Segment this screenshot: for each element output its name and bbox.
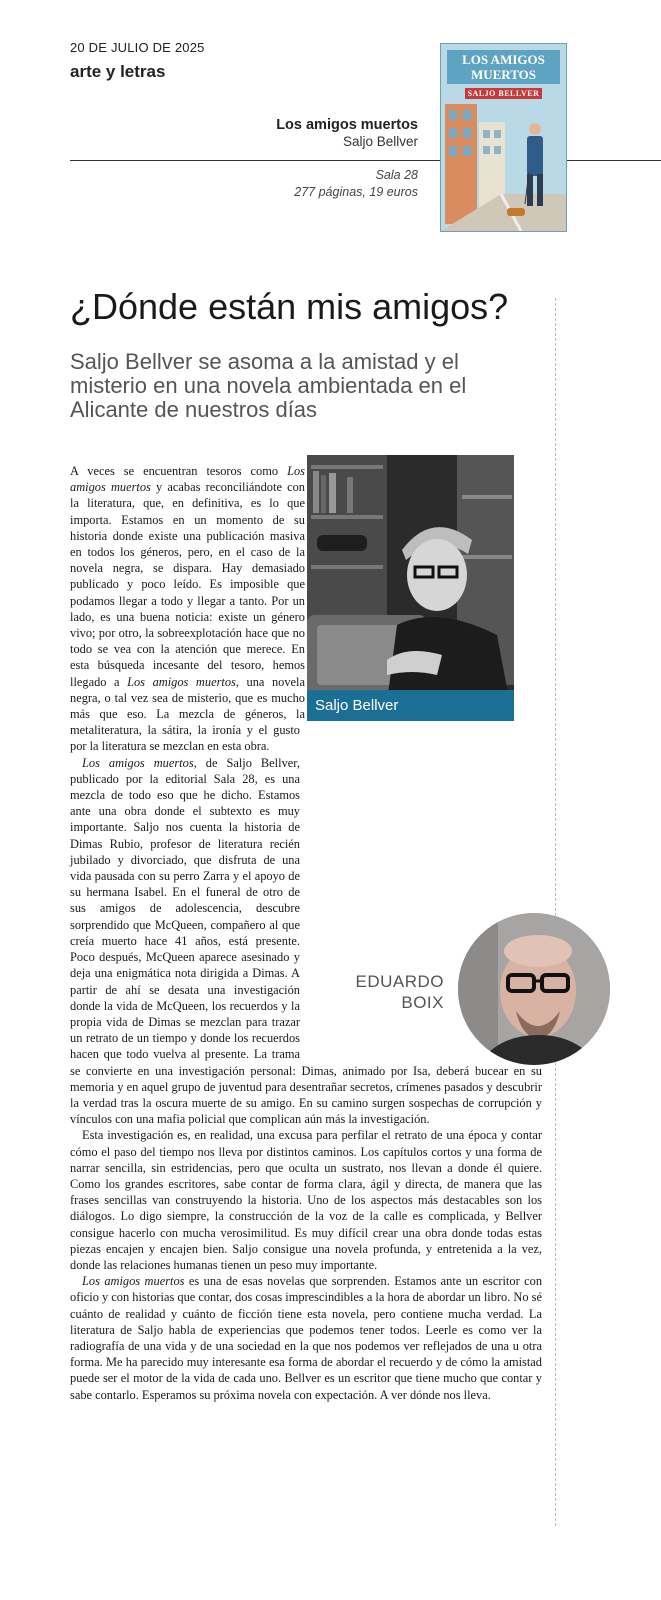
p1-title-ref-2: Los amigos muertos	[127, 674, 236, 689]
publication-date: 20 DE JULIO DE 2025	[70, 40, 205, 55]
paragraph-3: Esta investigación es, en realidad, una excusa para perfilar el retrato de una época y contar cómo el paso del tiempo nos lleva por distintos caminos. Los capítulos cortos y una forma de narrar sencilla, sin estridencias, pero que oculta un sustrato, nos llevan a donde él quiere. Como los grandes escritores, sabe contar de forma clara, ágil y directa, de manera que las frases sencillas van construyendo la historia. Uno de los aspectos más destacables son los diálogos. Lo digo siempre, la construcción de la voz de la calle es complicada, y Bellver consigue hacerlo con mucha verosimilitud. Es muy difícil crear una obra donde todas estas piezas encajen y encajen bien. Saljo consigue una novela profunda, y entretenida a la vez, donde las relaciones humanas tienen un peso muy importante.	[70, 1128, 542, 1272]
book-author: Saljo Bellver	[342, 134, 418, 149]
p4-title-ref: Los amigos muertos	[82, 1274, 185, 1289]
article-body	[70, 463, 542, 1403]
p1-text-a: A veces se encuentran tesoros como	[70, 464, 288, 478]
book-publisher: Sala 28	[375, 168, 418, 182]
book-cover-image	[440, 43, 567, 232]
p2-text: , de Saljo Bellver, publicado por la editorial Sala 28, es una mezcla de todo eso que he dicho. Estamos ante una obra donde el subtexto es muy importante. Saljo nos cuenta la historia de Dimas Rubio, profesor de literatura recién jubilado y divorciado, que disfruta de una vida pausada con su perro Zarra y el apoyo de su hermana Isabel. En el funeral de otro de sus amigos de adolescencia, descubre sorprendido que McQueen, compañero al que creía muerto hace 41 años, está presente. Poco después, McQueen aparece asesinado y deja una enigmática nota dirigida a Dimas. A partir de ahí se desata una investigación donde la vida de McQueen, los recuerdos y la propia vida de Dimas se mezclan para trazar un retrato de un tiempo y donde los recuerdos hacen que todo vuelva al presente. La trama se convierte en una investigación personal: Dimas, animado por Isa, deberá bucear en su memoria y en aquel grupo de juventud para desentrañar secretos, crímenes pasados y descubrir la verdad tras la oscura muerte de su amigo. En su camino surgen sospechas de corrupción y vínculos con una mafia policial que complican aún más la investigación.	[70, 755, 542, 1127]
p2-title-ref: Los amigos muertos	[82, 755, 194, 770]
photo-spacer	[305, 463, 542, 725]
header-divider	[70, 160, 661, 161]
p4-text: es una de esas novelas que sorprenden. Estamos ante un escritor con oficio y con historias que contar, dos cosas imprescindibles a la hora de abordar un libro. No sé cuánto de realidad y cuánto de ficción tiene esta novela, pero contiene mucha verdad. La literatura de Saljo habla de experiencias que podemos tener todos. Leerle es como ver la radiografía de una vida y de una sociedad en la que nos podemos ver reflejados de una u otra forma. Me ha parecido muy interesante esa forma de abordar el recuerdo y de cómo la amistad puede ser el motor de la vida de cada uno. Bellver es un escritor que tiene mucho que contar y sabe contarlo. Esperamos su próxima novela con expectación. A ver dónde nos lleva.	[70, 1274, 543, 1402]
book-details: 277 páginas, 19 euros	[294, 185, 418, 199]
reviewer-byline: EDUARDO BOIX	[355, 972, 444, 1012]
photo-caption: Saljo Bellver	[307, 690, 514, 721]
paragraph-4	[70, 1273, 542, 1403]
cover-title-text: LOS AMIGOS MUERTOS	[447, 50, 560, 84]
article-headline: ¿Dónde están mis amigos?	[70, 286, 509, 327]
section-title: arte y letras	[70, 62, 166, 81]
cover-author-text: SALJO BELLVER	[465, 88, 542, 99]
p1-text-b: y acabas reconciliándote con la literatura, que, en definitiva, es lo que importa. Estamos en un momento de su historia donde existe una publicación masiva en todos los géneros, pero, en el caso de la novela negra, se dispara. Hay demasiado publicado y poco leído. Es imposible que podamos llegar a todo y llegar a tanto. Por un lado, es una buena noticia: existe un género vivo; por otro, la sobreexplotación hace que no todo se vea con la atención que merece. En esta búsqueda incesante del tesoro, hemos llegado a	[70, 480, 305, 689]
p1-title-ref-1: Los amigos muertos	[70, 464, 305, 495]
book-title: Los amigos muertos	[276, 117, 418, 133]
byline-spacer	[300, 908, 542, 1062]
column-divider	[555, 298, 556, 1526]
article-subheadline: Saljo Bellver se asoma a la amistad y el misterio en una novela ambientada en el Alicante de nuestros días	[70, 349, 467, 422]
p1-text-c: , una novela negra, o tal vez sea de misterio, que es mucho más que eso. La mezcla de géneros, la metaliteratura, la sátira, la ironía y el gusto por la literatura se mezclan en esta obra.	[70, 674, 305, 754]
